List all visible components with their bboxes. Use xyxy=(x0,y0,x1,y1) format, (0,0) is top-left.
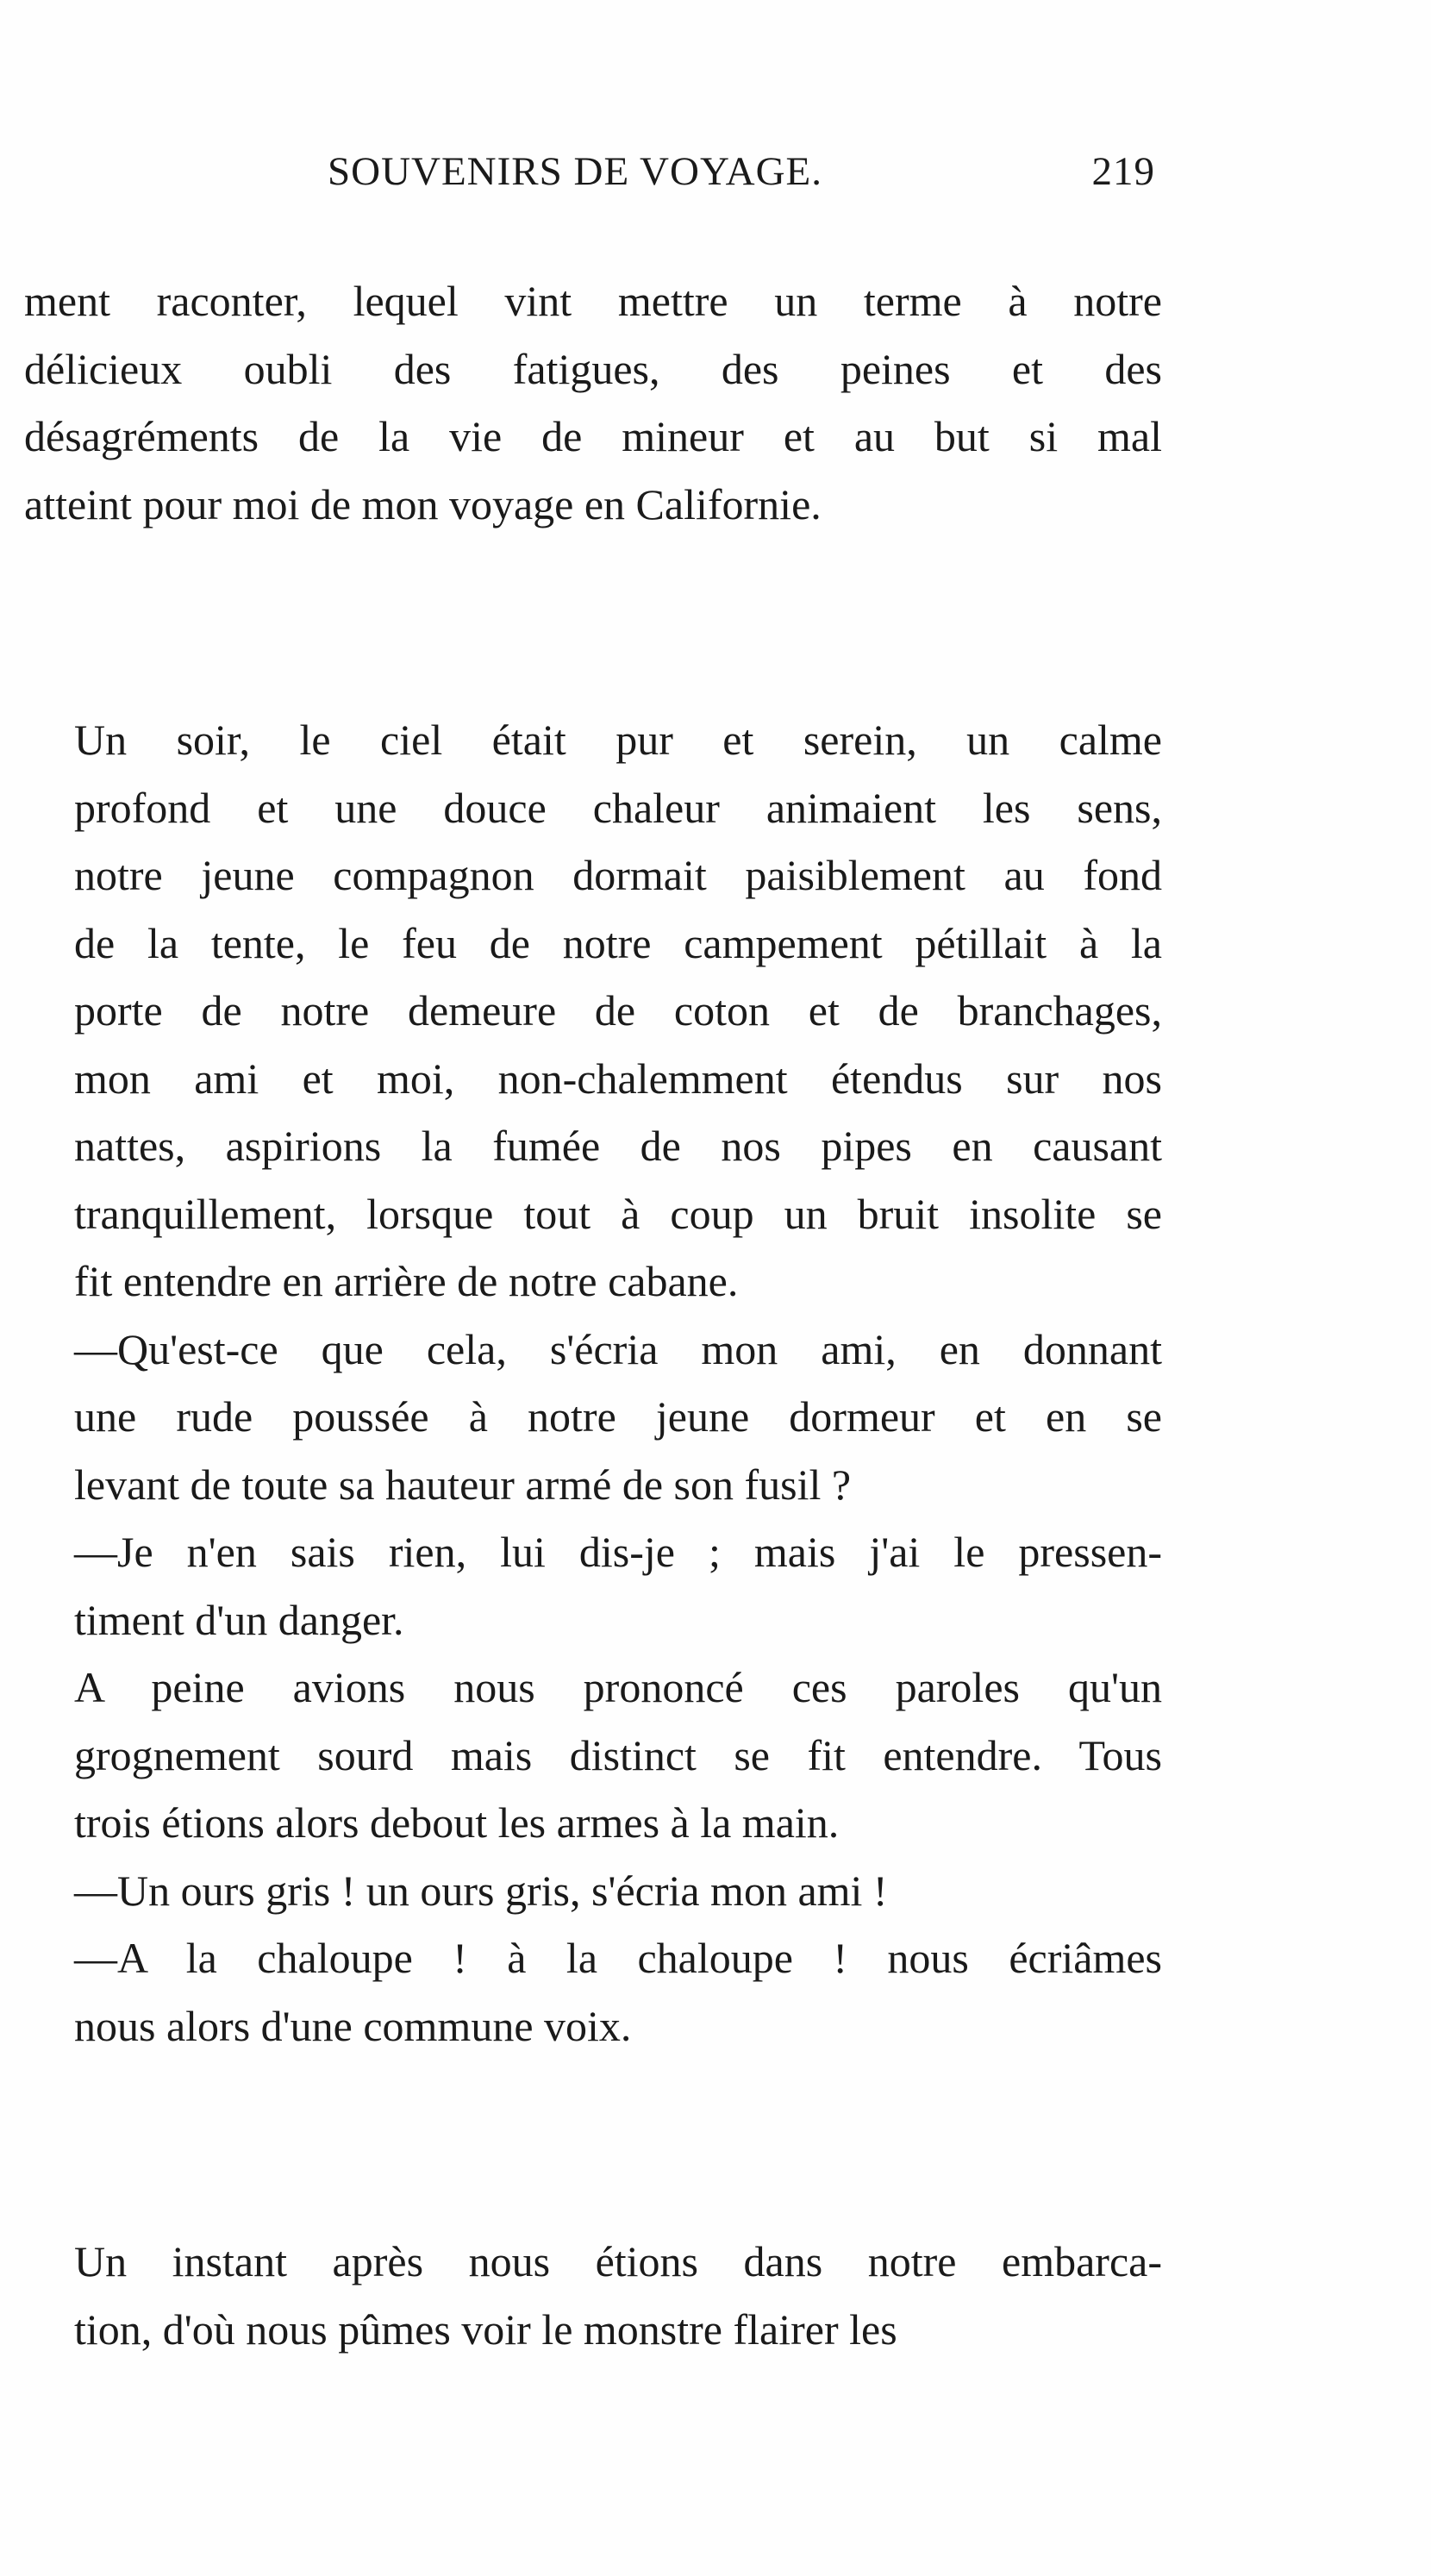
text-line: trois étions alors debout les armes à la main. xyxy=(74,1798,840,1847)
text-line: mon ami et moi, non-chalemment étendus sur nos xyxy=(74,1054,1162,1103)
text-line: nous alors d'une commune voix. xyxy=(74,2001,632,2050)
paragraph xyxy=(24,706,1162,1316)
paragraph xyxy=(24,1518,1162,1654)
text-line: profond et une douce chaleur animaient les sens, xyxy=(74,783,1162,832)
text-line: fit entendre en arrière de notre cabane. xyxy=(74,1257,739,1305)
page-header xyxy=(328,148,1155,200)
page-number: 219 xyxy=(1091,149,1155,194)
paragraph xyxy=(24,1316,1162,1519)
text-line: —Je n'en sais rien, lui dis-je ; mais j'ai le pressen- xyxy=(74,1528,1162,1576)
body-text xyxy=(24,267,1162,2363)
paragraph xyxy=(24,2228,1162,2363)
text-line: atteint pour moi de mon voyage en Californie. xyxy=(24,479,822,528)
paragraph xyxy=(24,1654,1162,1857)
text-line: A peine avions nous prononcé ces paroles qu'un xyxy=(74,1663,1162,1711)
text-line: ment raconter, lequel vint mettre un terme à notre xyxy=(24,277,1162,325)
text-line: —A la chaloupe ! à la chaloupe ! nous écriâmes xyxy=(74,1934,1162,1982)
paragraph xyxy=(24,1924,1162,2060)
text-line: nattes, aspirions la fumée de nos pipes en causant xyxy=(74,1122,1162,1170)
text-line: grognement sourd mais distinct se fit entendre. Tous xyxy=(74,1730,1162,1779)
text-line: Un soir, le ciel était pur et serein, un calme xyxy=(74,716,1162,764)
paragraph xyxy=(24,1857,1162,1925)
text-line: porte de notre demeure de coton et de branchages, xyxy=(74,986,1162,1035)
text-line: notre jeune compagnon dormait paisiblement au fond xyxy=(74,851,1162,899)
text-line: délicieux oubli des fatigues, des peines et des xyxy=(24,344,1162,393)
text-line: désagréments de la vie de mineur et au but si mal xyxy=(24,412,1162,460)
running-title: SOUVENIRS DE VOYAGE. xyxy=(328,149,823,194)
text-line: tranquillement, lorsque tout à coup un bruit insolite se xyxy=(74,1189,1162,1238)
text-line: une rude poussée à notre jeune dormeur et en se xyxy=(74,1392,1162,1441)
text-line: levant de toute sa hauteur armé de son fusil ? xyxy=(74,1460,852,1509)
text-line: timent d'un danger. xyxy=(74,1595,404,1644)
text-line: tion, d'où nous pûmes voir le monstre flairer les xyxy=(74,2304,897,2354)
text-line: Un instant après nous étions dans notre embarca- xyxy=(74,2237,1162,2285)
paragraph xyxy=(24,267,1162,538)
text-line: —Qu'est-ce que cela, s'écria mon ami, en donnant xyxy=(74,1324,1162,1373)
text-line: —Un ours gris ! un ours gris, s'écria mon ami ! xyxy=(74,1866,888,1915)
text-line: de la tente, le feu de notre campement pétillait à la xyxy=(74,918,1162,967)
